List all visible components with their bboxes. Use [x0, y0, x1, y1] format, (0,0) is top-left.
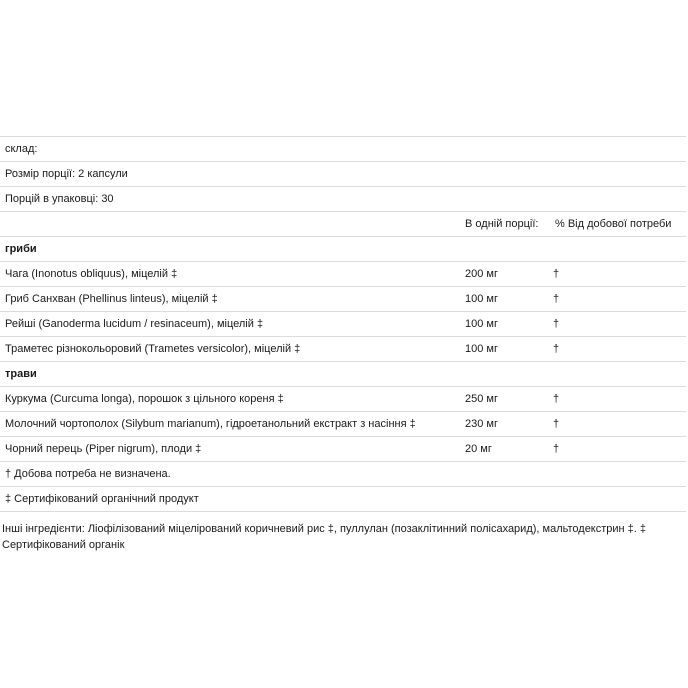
- ingredient-amount: 200 мг: [465, 268, 498, 280]
- ingredient-name: Молочний чортополох (Silybum marianum), гідроетанольний екстракт з насіння ‡: [5, 418, 416, 430]
- footnote-row: [0, 487, 686, 512]
- serving-size-row: [0, 162, 686, 187]
- section-label: гриби: [5, 243, 37, 255]
- title-row: [0, 137, 686, 162]
- table-title: склад:: [5, 143, 38, 155]
- ingredient-dv: †: [553, 293, 560, 305]
- ingredient-name: Траметес різнокольоровий (Trametes versicolor), міцелій ‡: [5, 343, 301, 355]
- supplement-facts-table: [0, 136, 686, 512]
- ingredient-name: Чорний перець (Piper nigrum), плоди ‡: [5, 443, 202, 455]
- ingredient-amount: 100 мг: [465, 318, 498, 330]
- ingredient-row: [0, 287, 686, 312]
- dv-column-header: % Від добової потреби: [555, 218, 672, 230]
- servings-per-container: Порцій в упаковці: 30: [5, 193, 114, 205]
- ingredient-amount: 230 мг: [465, 418, 498, 430]
- ingredient-name: Чага (Inonotus obliquus), міцелій ‡: [5, 268, 178, 280]
- ingredient-row: [0, 337, 686, 362]
- footnote-dv: † Добова потреба не визначена.: [5, 468, 171, 480]
- ingredient-name: Гриб Санхван (Phellinus linteus), міцелій ‡: [5, 293, 218, 305]
- section-row-herbs: [0, 362, 686, 387]
- ingredient-row: [0, 262, 686, 287]
- amount-column-header: В одній порції:: [465, 218, 539, 230]
- footnote-row: [0, 462, 686, 487]
- ingredient-row: [0, 412, 686, 437]
- ingredient-dv: †: [553, 318, 560, 330]
- section-row-mushrooms: [0, 237, 686, 262]
- serving-size: Розмір порції: 2 капсули: [5, 168, 128, 180]
- ingredient-row: [0, 312, 686, 337]
- ingredient-amount: 100 мг: [465, 343, 498, 355]
- ingredient-dv: †: [553, 418, 560, 430]
- ingredient-row: [0, 387, 686, 412]
- section-label: трави: [5, 368, 37, 380]
- ingredient-amount: 20 мг: [465, 443, 492, 455]
- ingredient-dv: †: [553, 393, 560, 405]
- ingredient-name: Рейші (Ganoderma lucidum / resinaceum), міцелій ‡: [5, 318, 264, 330]
- column-header-row: [0, 212, 686, 237]
- ingredient-dv: †: [553, 343, 560, 355]
- servings-per-container-row: [0, 187, 686, 212]
- ingredient-amount: 100 мг: [465, 293, 498, 305]
- ingredient-dv: †: [553, 268, 560, 280]
- footnote-organic: ‡ Сертифікований органічний продукт: [5, 493, 199, 505]
- other-ingredients: Інші інгредієнти: Ліофілізований міцелірований коричневий рис ‡, пуллулан (позаклітинний полісахарид), мальтодекстрин ‡. ‡ Сертифікований органік: [2, 523, 647, 551]
- ingredient-amount: 250 мг: [465, 393, 498, 405]
- ingredient-row: [0, 437, 686, 462]
- ingredient-name: Куркума (Curcuma longa), порошок з цільного кореня ‡: [5, 393, 284, 405]
- ingredient-dv: †: [553, 443, 560, 455]
